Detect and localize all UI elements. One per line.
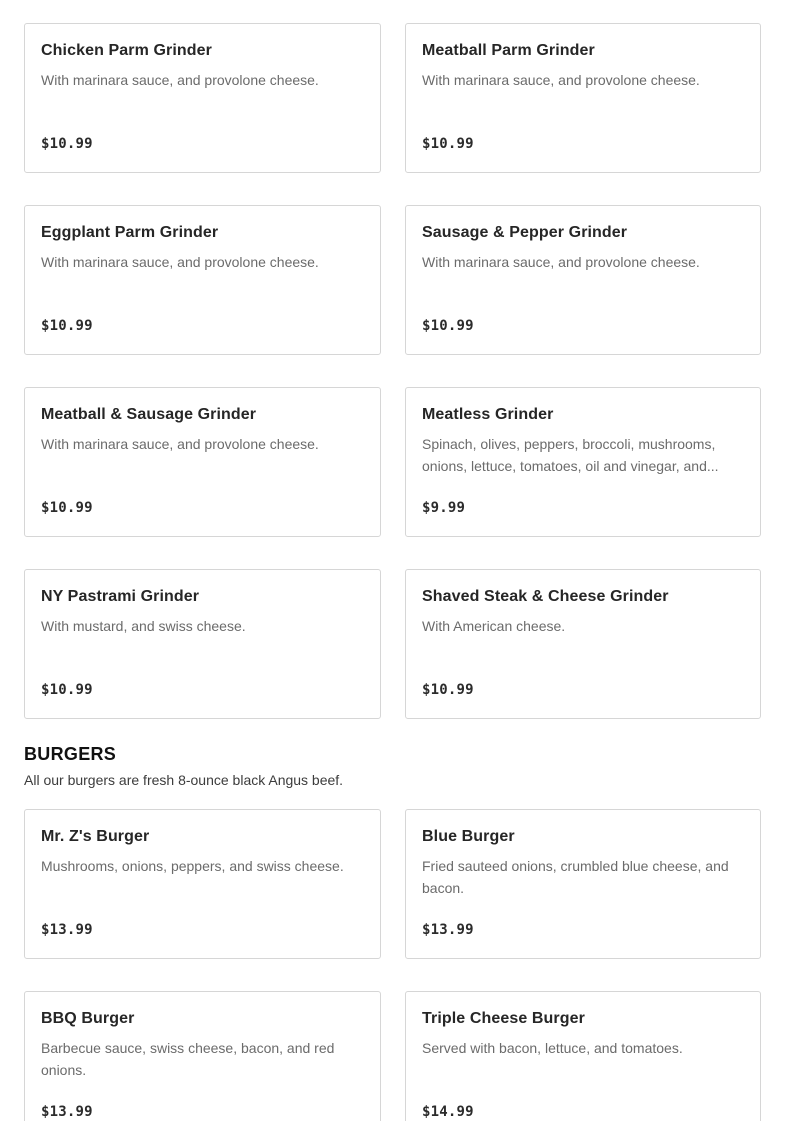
item-name: Shaved Steak & Cheese Grinder	[422, 588, 669, 605]
item-price: $10.99	[41, 682, 93, 698]
menu-item-card[interactable]	[405, 23, 761, 173]
item-name: Sausage & Pepper Grinder	[422, 224, 628, 241]
menu-item-card[interactable]	[405, 569, 761, 719]
item-description: Barbecue sauce, swiss cheese, bacon, and red onions.	[41, 1040, 335, 1078]
item-description: With marinara sauce, and provolone cheese.	[422, 254, 700, 270]
item-price: $13.99	[41, 922, 93, 938]
item-name: Meatball & Sausage Grinder	[41, 406, 257, 423]
section-title: BURGERS	[24, 744, 117, 764]
menu-item-card[interactable]	[24, 23, 381, 173]
item-price: $10.99	[41, 136, 93, 152]
item-price: $14.99	[422, 1104, 474, 1120]
menu-item-card[interactable]	[24, 387, 381, 537]
item-price: $10.99	[41, 500, 93, 516]
item-price: $13.99	[41, 1104, 93, 1120]
section-subtitle: All our burgers are fresh 8-ounce black Angus beef.	[24, 772, 344, 788]
item-price: $10.99	[422, 318, 474, 334]
item-name: Chicken Parm Grinder	[41, 42, 212, 59]
item-price: $10.99	[422, 682, 474, 698]
item-description: With marinara sauce, and provolone cheese.	[41, 72, 319, 88]
item-price: $13.99	[422, 922, 474, 938]
item-description: Spinach, olives, peppers, broccoli, mushrooms, onions, lettuce, tomatoes, oil and vinegar, and...	[422, 436, 719, 474]
item-description: With marinara sauce, and provolone cheese.	[41, 254, 319, 270]
grinders-grid	[24, 23, 761, 719]
menu-item-card[interactable]	[405, 205, 761, 355]
item-name: Meatball Parm Grinder	[422, 42, 595, 59]
item-price: $10.99	[41, 318, 93, 334]
item-name: Triple Cheese Burger	[422, 1010, 585, 1027]
menu-item-card[interactable]	[405, 991, 761, 1121]
item-name: Blue Burger	[422, 828, 515, 845]
item-description: Mushrooms, onions, peppers, and swiss cheese.	[41, 858, 344, 874]
item-name: Eggplant Parm Grinder	[41, 224, 219, 241]
menu-item-card[interactable]	[24, 569, 381, 719]
item-description: With American cheese.	[422, 618, 566, 634]
item-name: BBQ Burger	[41, 1010, 135, 1027]
menu-item-card[interactable]	[24, 205, 381, 355]
item-name: Mr. Z's Burger	[41, 828, 150, 845]
item-description: With marinara sauce, and provolone cheese.	[41, 436, 319, 452]
item-description: With mustard, and swiss cheese.	[41, 618, 246, 634]
menu-item-card[interactable]	[405, 809, 761, 959]
menu-item-card[interactable]	[24, 809, 381, 959]
item-description: Fried sauteed onions, crumbled blue cheese, and bacon.	[422, 858, 729, 896]
item-price: $10.99	[422, 136, 474, 152]
item-description: Served with bacon, lettuce, and tomatoes.	[422, 1040, 683, 1056]
burgers-grid	[24, 809, 761, 1121]
item-price: $9.99	[422, 500, 466, 516]
item-description: With marinara sauce, and provolone cheese.	[422, 72, 700, 88]
menu-item-card[interactable]	[24, 991, 381, 1121]
item-name: NY Pastrami Grinder	[41, 588, 200, 605]
menu-item-card[interactable]	[405, 387, 761, 537]
item-name: Meatless Grinder	[422, 406, 554, 423]
